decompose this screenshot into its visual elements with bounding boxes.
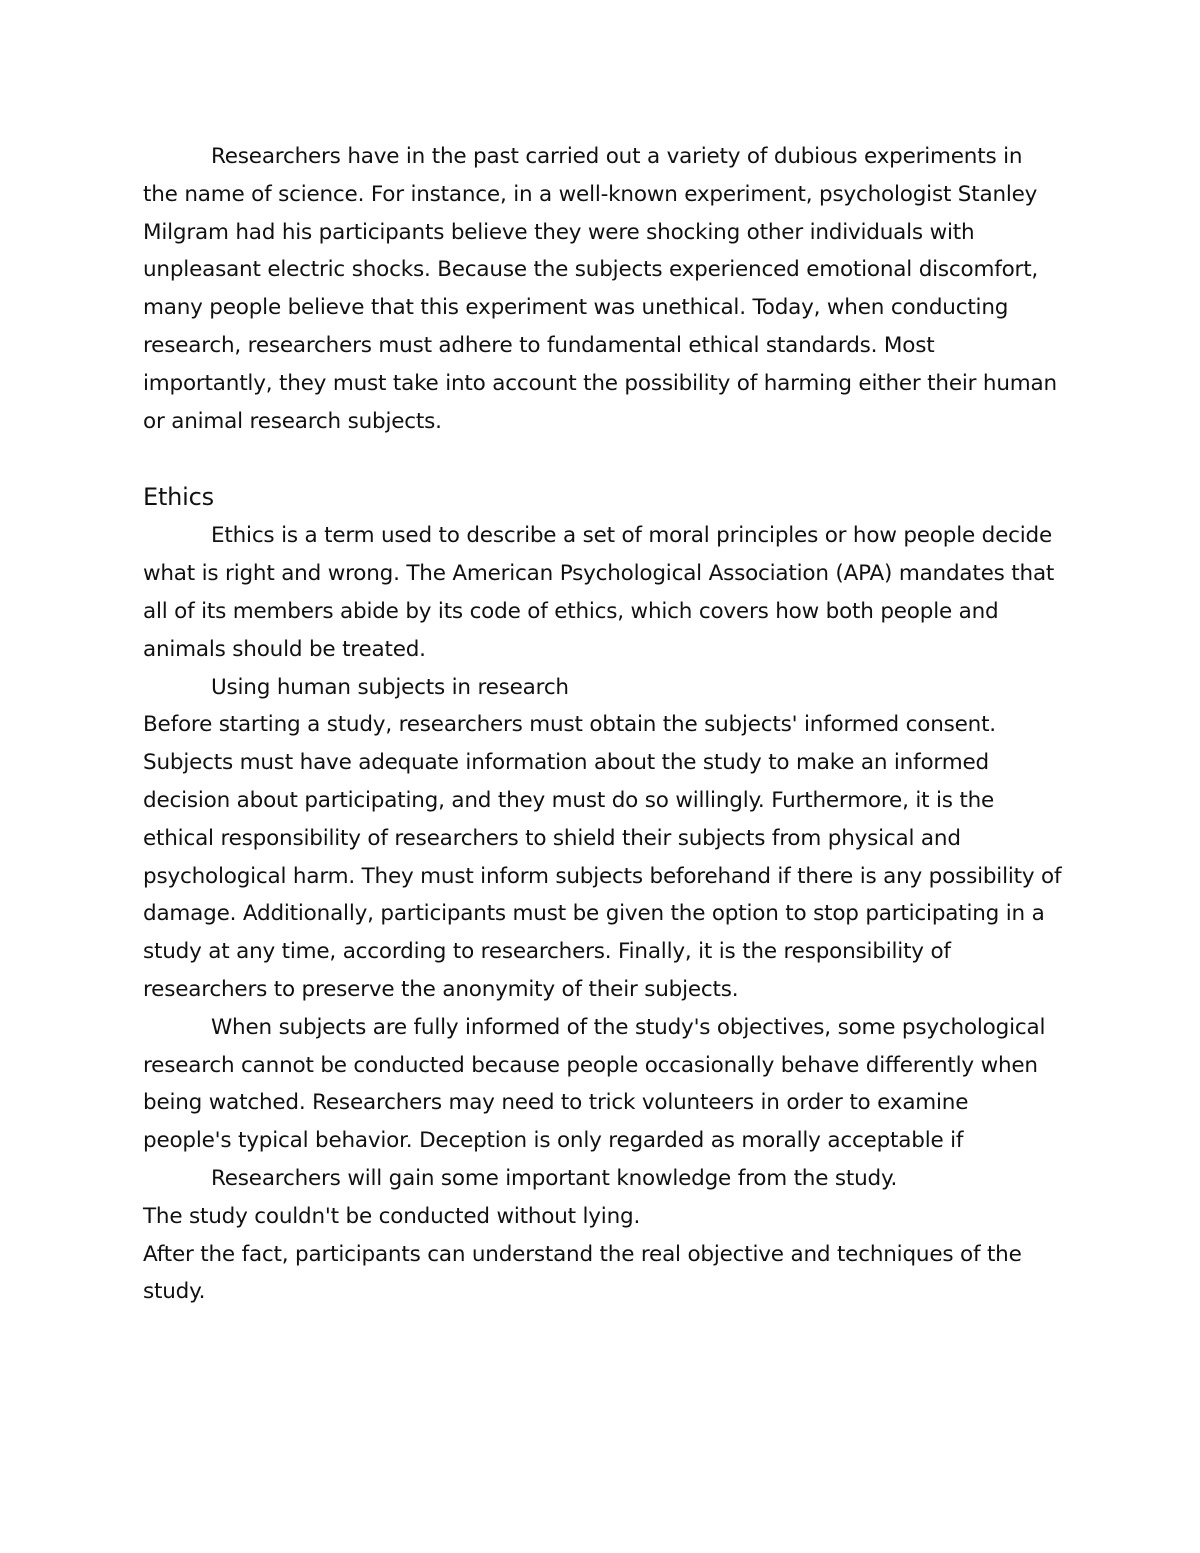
ethics-heading: Ethics	[143, 483, 214, 512]
consent-paragraph: Before starting a study, researchers must obtain the subjects' informed consent. Subjects must have adequate information about the study to make an informed decision about participating, and they must do so willingly. Furthermore, it is the ethical responsibility of researchers to shield their subjects from physical and psychological harm. They must inform subjects beforehand if there is any possibility of damage. Additionally, participants must be given the option to stop participating in a study at any time, according to researchers. Finally, it is the responsibility of researchers to preserve the anonymity of their subjects.	[143, 712, 1062, 1002]
condition-item-3: After the fact, participants can understand the real objective and techniques of the study.	[143, 1241, 1022, 1305]
human-subjects-subheading: Using human subjects in research	[211, 674, 569, 700]
ethics-paragraph: Ethics is a term used to describe a set of moral principles or how people decide what is right and wrong. The American Psychological Association (APA) mandates that all of its members abide by its code of ethics, which covers how both people and animals should be treated.	[143, 523, 1055, 662]
deception-paragraph: When subjects are fully informed of the study's objectives, some psychological research cannot be conducted because people occasionally behave differently when being watched. Researchers may need to trick volunteers in order to examine people's typical behavior. Deception is only regarded as morally acceptable if	[143, 1014, 1046, 1154]
intro-paragraph: Researchers have in the past carried out a variety of dubious experiments in the name of science. For instance, in a well-known experiment, psychologist Stanley Milgram had his participants believe they were shocking other individuals with unpleasant electric shocks. Because the subjects experienced emotional discomfort, many people believe that this experiment was unethical. Today, when conducting research, researchers must adhere to fundamental ethical standards. Most importantly, they must take into account the possibility of harming either their human or animal research subjects.	[143, 144, 1057, 434]
condition-item-2: The study couldn't be conducted without lying.	[143, 1203, 641, 1229]
condition-item-1: Researchers will gain some important knowledge from the study.	[211, 1165, 898, 1191]
document-body	[143, 138, 1063, 1311]
